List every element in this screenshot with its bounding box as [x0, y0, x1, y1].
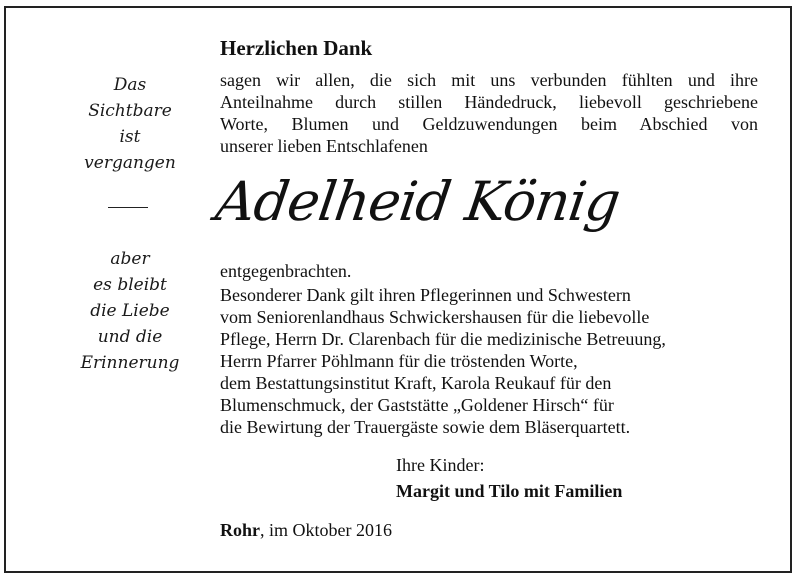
- intro-paragraph: [220, 69, 758, 157]
- signature-names: Margit und Tilo mit Familien: [396, 481, 623, 501]
- special-thanks-paragraph: [220, 284, 666, 438]
- poem-line: Erinnerung: [80, 353, 180, 373]
- deceased-name: Adelheid König: [212, 170, 624, 233]
- place-name: Rohr: [220, 520, 260, 540]
- intro-line: Anteilnahme durch stillen Händedruck, liebevoll geschriebene: [220, 92, 758, 112]
- poem-divider: [108, 207, 148, 208]
- thanks-line: Herrn Pfarrer Pöhlmann für die tröstenden Worte,: [220, 351, 578, 371]
- thanks-line: Besonderer Dank gilt ihren Pflegerinnen und Schwestern: [220, 285, 631, 305]
- intro-line: Worte, Blumen und Geldzuwendungen beim Abschied von: [220, 114, 758, 134]
- thanks-line: vom Seniorenlandhaus Schwickershausen für die liebevolle: [220, 307, 650, 327]
- poem-line: vergangen: [84, 153, 176, 173]
- gratitude-closing: entgegenbrachten.: [220, 261, 352, 281]
- thanks-line: Pflege, Herrn Dr. Clarenbach für die medizinische Betreuung,: [220, 329, 666, 349]
- poem-line: Sichtbare: [88, 101, 172, 121]
- intro-line: sagen wir allen, die sich mit uns verbunden fühlten und ihre: [220, 70, 758, 90]
- poem-verse-bottom: [76, 246, 184, 376]
- thanks-line: dem Bestattungsinstitut Kraft, Karola Reukauf für den: [220, 373, 612, 393]
- poem-line: und die: [97, 327, 163, 347]
- place-date-line: [220, 520, 392, 541]
- poem-line: aber: [110, 249, 150, 269]
- notice-heading: Herzlichen Dank: [220, 36, 373, 60]
- signature-label: Ihre Kinder:: [396, 455, 485, 475]
- thanks-line: die Bewirtung der Trauergäste sowie dem Bläserquartett.: [220, 417, 631, 437]
- poem-verse-top: [76, 72, 184, 176]
- poem-line: es bleibt: [93, 275, 167, 295]
- intro-line: unserer lieben Entschlafenen: [220, 136, 428, 156]
- thanks-line: Blumenschmuck, der Gaststätte „Goldener Hirsch“ für: [220, 395, 614, 415]
- poem-line: Das: [113, 75, 147, 95]
- poem-line: die Liebe: [90, 301, 170, 321]
- date-text: , im Oktober 2016: [260, 520, 392, 540]
- poem-line: ist: [119, 127, 141, 147]
